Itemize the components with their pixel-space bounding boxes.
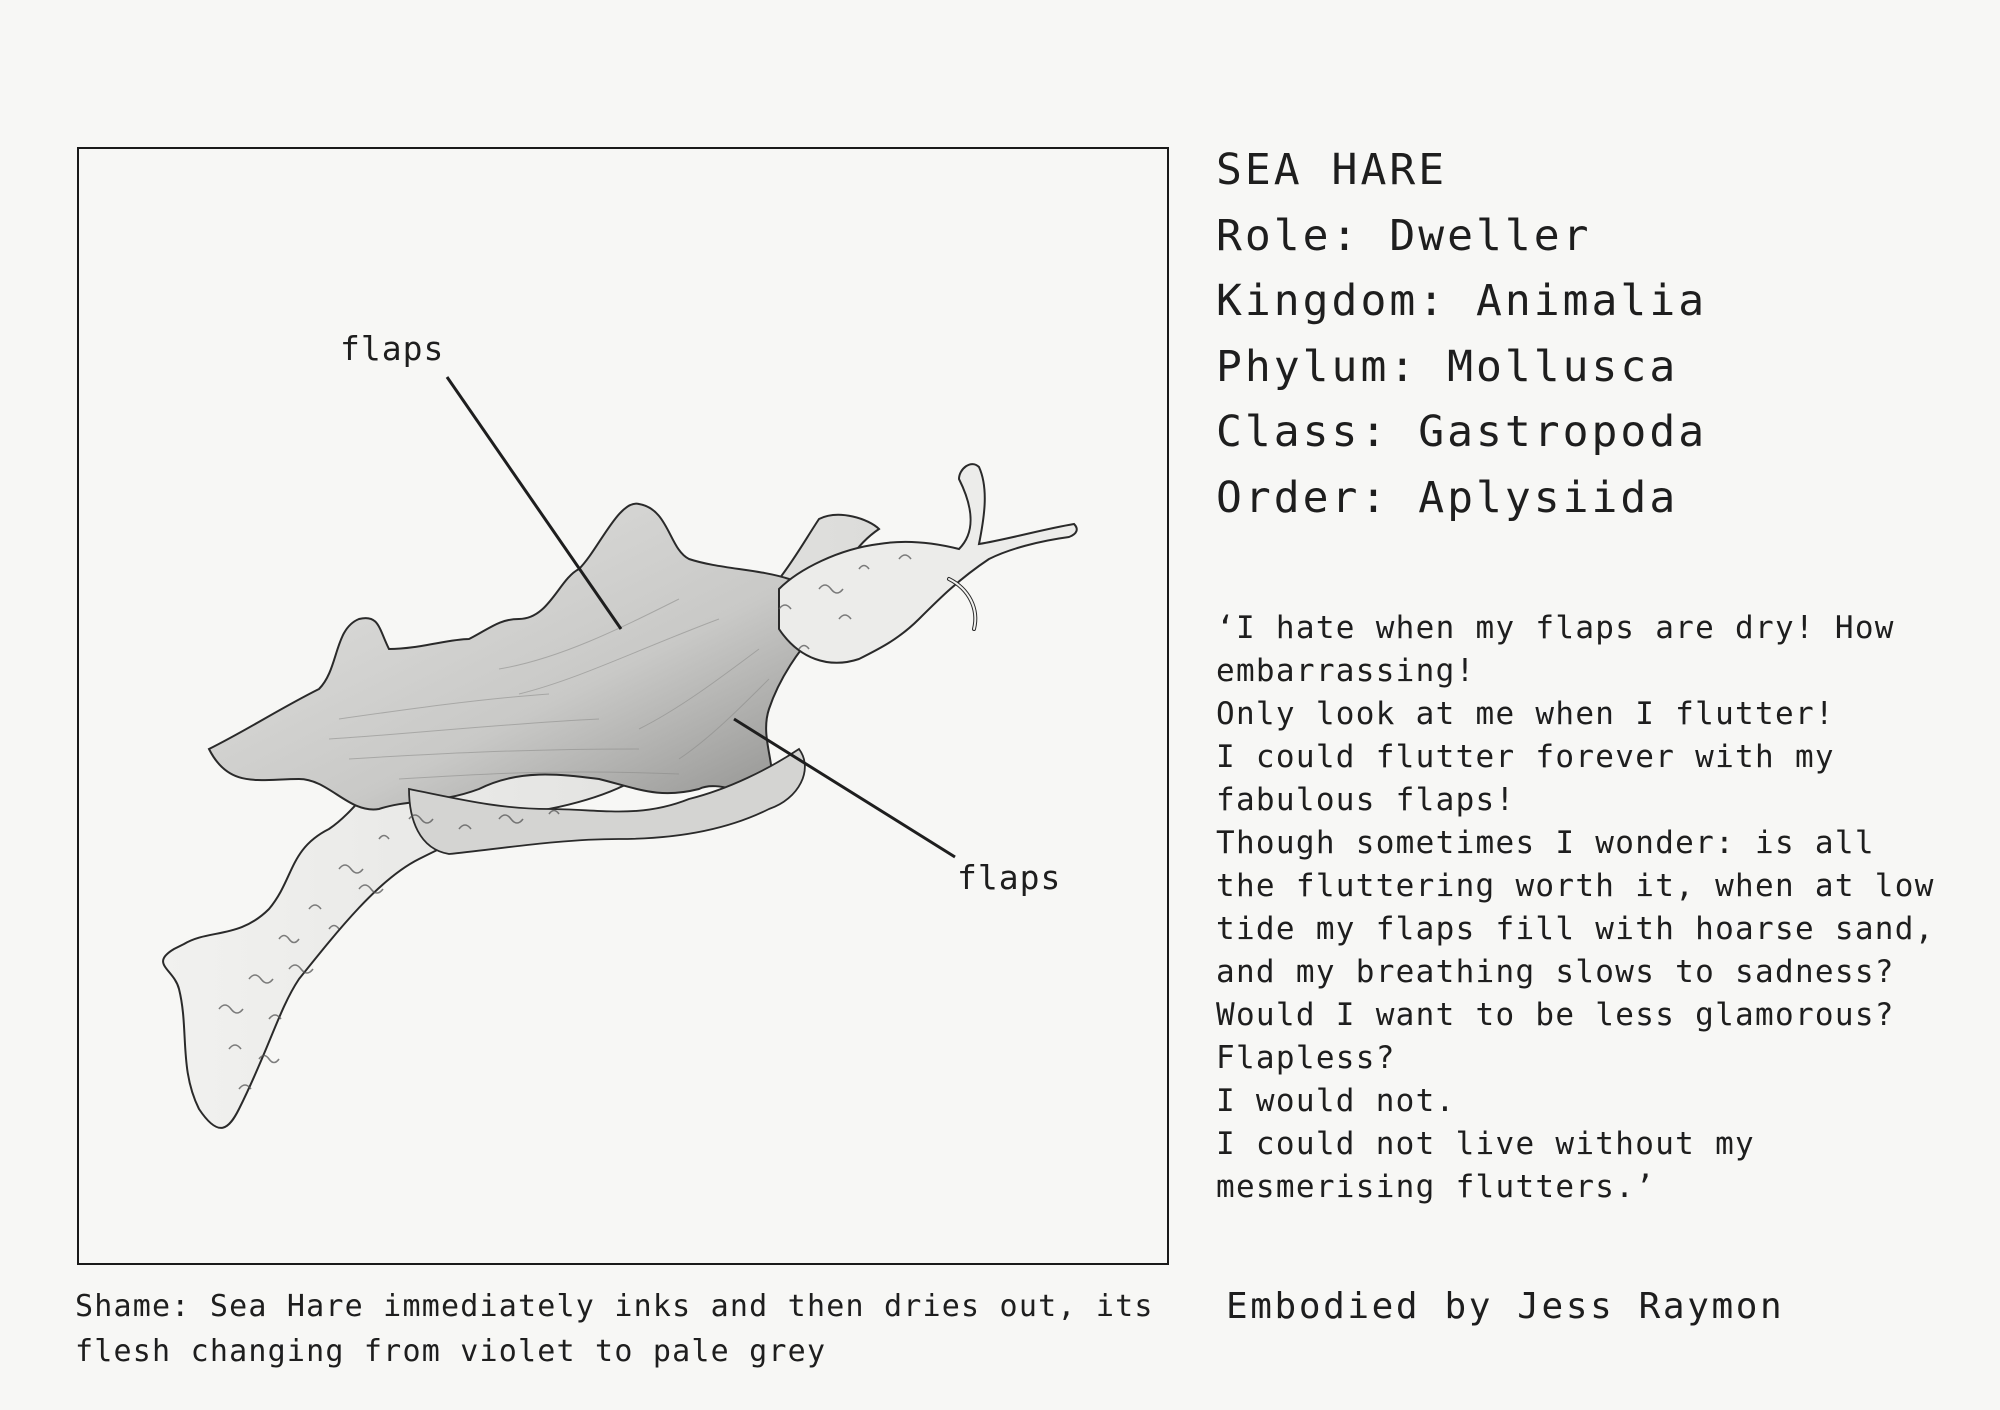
illustration-frame: [77, 147, 1169, 1265]
poem-line: and my breathing slows to sadness?: [1216, 954, 1895, 990]
poem-line: I could not live without my: [1216, 1126, 1756, 1162]
poem-line: Though sometimes I wonder: is all: [1216, 825, 1875, 861]
species-name: SEA HARE: [1216, 145, 1448, 195]
poem-line: I would not.: [1216, 1083, 1456, 1119]
taxonomy-role: Role: Dweller: [1216, 210, 1592, 261]
callout-label-bottom: flaps: [957, 858, 1062, 897]
callout-line-top: [447, 377, 621, 629]
author-credit: Embodied by Jess Raymon: [1226, 1286, 1785, 1327]
poem-line: embarrassing!: [1216, 653, 1476, 689]
taxonomy-kingdom: Kingdom: Animalia: [1216, 276, 1708, 326]
poem-line: Flapless?: [1216, 1040, 1396, 1076]
taxonomy-panel: [1216, 138, 1976, 531]
poem-line: ‘I hate when my flaps are dry! How: [1216, 610, 1895, 646]
sea-hare-head: [779, 464, 1077, 663]
sea-hare-drawing: [79, 149, 1171, 1267]
taxonomy-order: Order: Aplysiida: [1216, 472, 1679, 523]
poem-line: I could flutter forever with my: [1216, 739, 1835, 775]
poem-line: fabulous flaps!: [1216, 782, 1516, 818]
taxonomy-phylum: Phylum: Mollusca: [1216, 341, 1679, 392]
poem-line: mesmerising flutters.’: [1216, 1169, 1656, 1205]
poem: [1216, 607, 1986, 1209]
callout-label-top: flaps: [340, 329, 445, 368]
caption-line: flesh changing from violet to pale grey: [75, 1334, 827, 1369]
sea-hare-flap-upper: [209, 504, 827, 810]
poem-line: tide my flaps fill with hoarse sand,: [1216, 911, 1935, 947]
illustration-caption: [75, 1284, 1195, 1374]
caption-line: Shame: Sea Hare immediately inks and then dries out, its: [75, 1289, 1154, 1324]
poem-line: the fluttering worth it, when at low: [1216, 868, 1935, 904]
poem-line: Would I want to be less glamorous?: [1216, 997, 1895, 1033]
taxonomy-class: Class: Gastropoda: [1216, 407, 1708, 457]
poem-line: Only look at me when I flutter!: [1216, 696, 1835, 732]
